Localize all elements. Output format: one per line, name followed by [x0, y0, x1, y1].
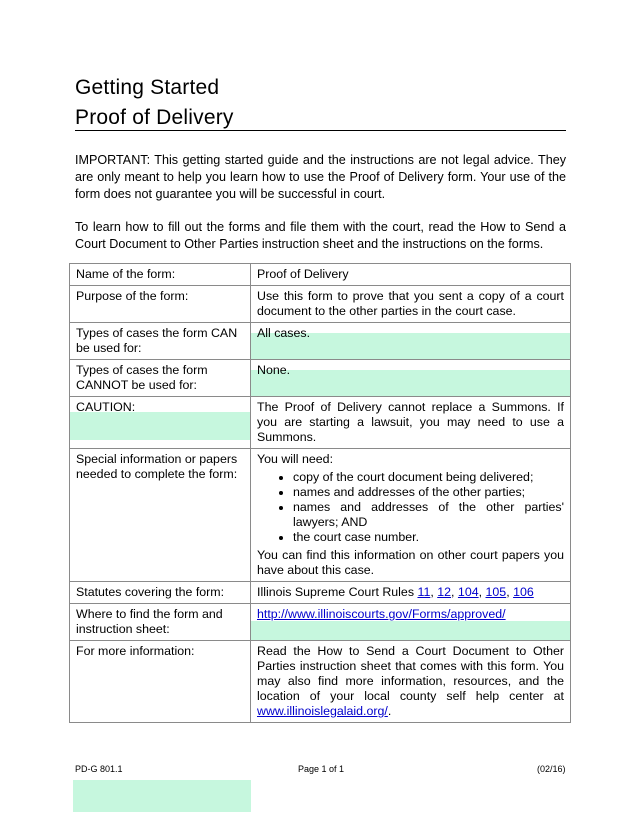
- cannot-value: None.: [257, 363, 291, 377]
- table-row: [70, 264, 571, 286]
- page-title: Getting Started: [75, 76, 220, 99]
- list-item: • names and addresses of the other parties' lawyers; AND: [293, 500, 564, 530]
- caution-value: The Proof of Delivery cannot replace a Summons. If you are starting a lawsuit, you may need to use a Summons.: [251, 397, 571, 449]
- needed-items-list: [257, 470, 564, 545]
- cannot-cell: [251, 360, 571, 397]
- special-intro: You will need:: [257, 452, 334, 466]
- highlight-box: [73, 780, 251, 812]
- forms-link[interactable]: http://www.illinoiscourts.gov/Forms/approved/: [257, 607, 506, 621]
- revision-date: (02/16): [537, 764, 566, 774]
- special-cell: [251, 449, 571, 582]
- can-label: Types of cases the form CAN be used for:: [70, 323, 251, 360]
- special-outro: You can find this information on other court papers you have about this case.: [257, 548, 564, 577]
- table-row: [70, 360, 571, 397]
- table-row: [70, 449, 571, 582]
- caution-cell: [70, 397, 251, 449]
- can-cell: [251, 323, 571, 360]
- statutes-prefix: Illinois Supreme Court Rules: [257, 585, 418, 599]
- page-number: Page 1 of 1: [298, 764, 345, 774]
- highlight-box: [70, 412, 250, 440]
- where-cell: [251, 604, 571, 641]
- table-row: [70, 604, 571, 641]
- table-row: [70, 397, 571, 449]
- rule-106-link[interactable]: 106: [513, 585, 534, 599]
- table-row: [70, 323, 571, 360]
- rule-11-link[interactable]: 11: [417, 585, 431, 599]
- list-item: • copy of the court document being delivered;: [293, 470, 564, 485]
- name-label: Name of the form:: [70, 264, 251, 286]
- form-code: PD-G 801.1: [75, 764, 123, 774]
- title-rule: [75, 130, 566, 131]
- purpose-label: Purpose of the form:: [70, 286, 251, 323]
- highlight-box: [251, 370, 570, 396]
- rule-105-link[interactable]: 105: [485, 585, 507, 599]
- name-value: Proof of Delivery: [251, 264, 571, 286]
- highlight-box: [251, 621, 570, 640]
- instructions-paragraph: To learn how to fill out the forms and file them with the court, read the How to Send a Court Document to Other Parties instruction sheet and the instructions on the forms.: [75, 220, 566, 251]
- statutes-cell: Illinois Supreme Court Rules 11, 12, 104, 105, 106: [251, 582, 571, 604]
- table-row: [70, 641, 571, 723]
- important-notice: IMPORTANT: This getting started guide and the instructions are not legal advice. They are only meant to help you learn how to use the Proof of Delivery form. Your use of the form does not guarantee you will be successful in court.: [75, 153, 566, 201]
- more-text: Read the How to Send a Court Document to Other Parties instruction sheet that comes with this form. You may also find more information, resources, and the location of your local county self help center at: [257, 644, 564, 703]
- rule-104-link[interactable]: 104: [457, 585, 479, 599]
- list-item: • names and addresses of the other parties;: [293, 485, 564, 500]
- statutes-label: Statutes covering the form:: [70, 582, 251, 604]
- table-row: [70, 286, 571, 323]
- cannot-label: Types of cases the form CANNOT be used for:: [70, 360, 251, 397]
- legal-aid-link[interactable]: www.illinoislegalaid.org/: [257, 704, 388, 718]
- list-item: • the court case number.: [293, 530, 564, 545]
- page-subtitle: Proof of Delivery: [75, 106, 234, 129]
- caution-label: CAUTION:: [76, 400, 136, 414]
- can-value: All cases.: [257, 326, 311, 340]
- purpose-value: Use this form to prove that you sent a copy of a court document to the other parties in the court case.: [251, 286, 571, 323]
- form-info-table: [69, 263, 571, 723]
- more-cell: [251, 641, 571, 723]
- more-end: .: [387, 704, 392, 718]
- rule-12-link[interactable]: 12: [437, 585, 452, 599]
- special-label: Special information or papers needed to complete the form:: [70, 449, 251, 582]
- where-label: Where to find the form and instruction sheet:: [70, 604, 251, 641]
- more-label: For more information:: [70, 641, 251, 723]
- table-row: [70, 582, 571, 604]
